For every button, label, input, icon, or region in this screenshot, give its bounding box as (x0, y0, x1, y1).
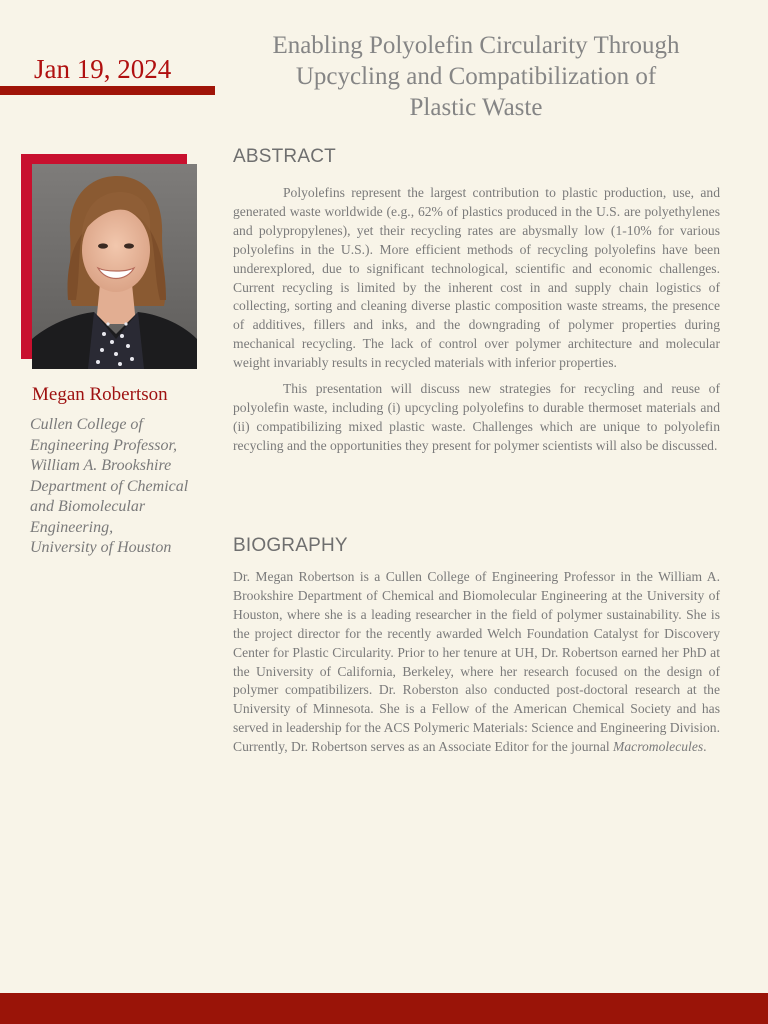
abstract-heading: ABSTRACT (233, 146, 336, 167)
speaker-portrait-graphic (32, 164, 197, 369)
abstract-paragraph: This presentation will discuss new strategies for recycling and reuse of polyolefin waste, including (i) upcycling polyolefins to durable thermoset materials and (ii) compatibilizing mixed plastic waste. Challenges which are unique to polyolefin recycling and the opportunities they present for polymer scientists will also be discussed. (233, 381, 720, 453)
affiliation-line: Department of Chemical (30, 477, 189, 495)
abstract-body (233, 184, 720, 463)
affiliation-line: Engineering Professor, (30, 436, 177, 454)
talk-title-line: Plastic Waste (409, 94, 543, 121)
journal-name: Macromolecules (613, 739, 704, 755)
date-underline-bar (0, 86, 215, 95)
biography-text: Dr. Megan Robertson is a Cullen College of Engineering Professor in the William A. Brookshire Department of Chemical and Biomolecular Engineering at the University of Houston, where she is a leading researcher in the field of polymer sustainability. She is the project director for the recently awarded Welch Foundation Catalyst for Discovery Center for Plastic Circularity. Prior to her tenure at UH, Dr. Robertson earned her PhD at the University of California, Berkeley, where her research focused on the design of polymer compatibilizers. Dr. Roberston also conducted post-doctoral research at the University of Minnesota. She is a Fellow of the American Chemical Society and has served in leadership for the ACS Polymeric Materials: Science and Engineering Division. Currently, Dr. Robertson serves as an Associate Editor for the journal (233, 569, 720, 755)
biography-heading: BIOGRAPHY (233, 535, 348, 556)
speaker-name: Megan Robertson (32, 384, 168, 405)
abstract-paragraph: Polyolefins represent the largest contribution to plastic production, use, and generated waste worldwide (e.g., 62% of plastics produced in the U.S. are polyethylenes and polypropylenes), yet their recycling rates are abysmally low (1-10% for various polyolefins in the U.S.). More efficient methods of recycling polyolefins have been underexplored, due to significant technological, scientific and economic challenges. Current recycling is limited by the inherent cost in and supply chain logistics of collecting, sorting and cleaning diverse plastic composition waste streams, the presence of additives, fillers and inks, and the downgrading of polymer properties during mechanical recycling. The lack of control over polymer architecture and molecular weight invariably results in recycled materials with inferior properties. (233, 185, 720, 371)
affiliation-line: William A. Brookshire (30, 457, 172, 474)
speaker-photo (32, 164, 197, 369)
event-date: Jan 19, 2024 (34, 54, 172, 84)
biography-end: . (703, 739, 707, 755)
affiliation-line: Engineering, (30, 518, 114, 536)
affiliation-line: University of Houston (30, 539, 172, 556)
biography-paragraph (233, 568, 720, 757)
footer-bar (0, 993, 768, 1024)
affiliation-line: and Biomolecular (30, 498, 146, 515)
talk-title (236, 30, 716, 123)
affiliation-line: Cullen College of (30, 416, 143, 433)
biography-body (233, 568, 720, 757)
talk-title-line: Enabling Polyolefin Circularity Through (272, 32, 680, 59)
speaker-affiliation (30, 415, 210, 559)
talk-title-line: Upcycling and Compatibilization of (295, 63, 657, 90)
